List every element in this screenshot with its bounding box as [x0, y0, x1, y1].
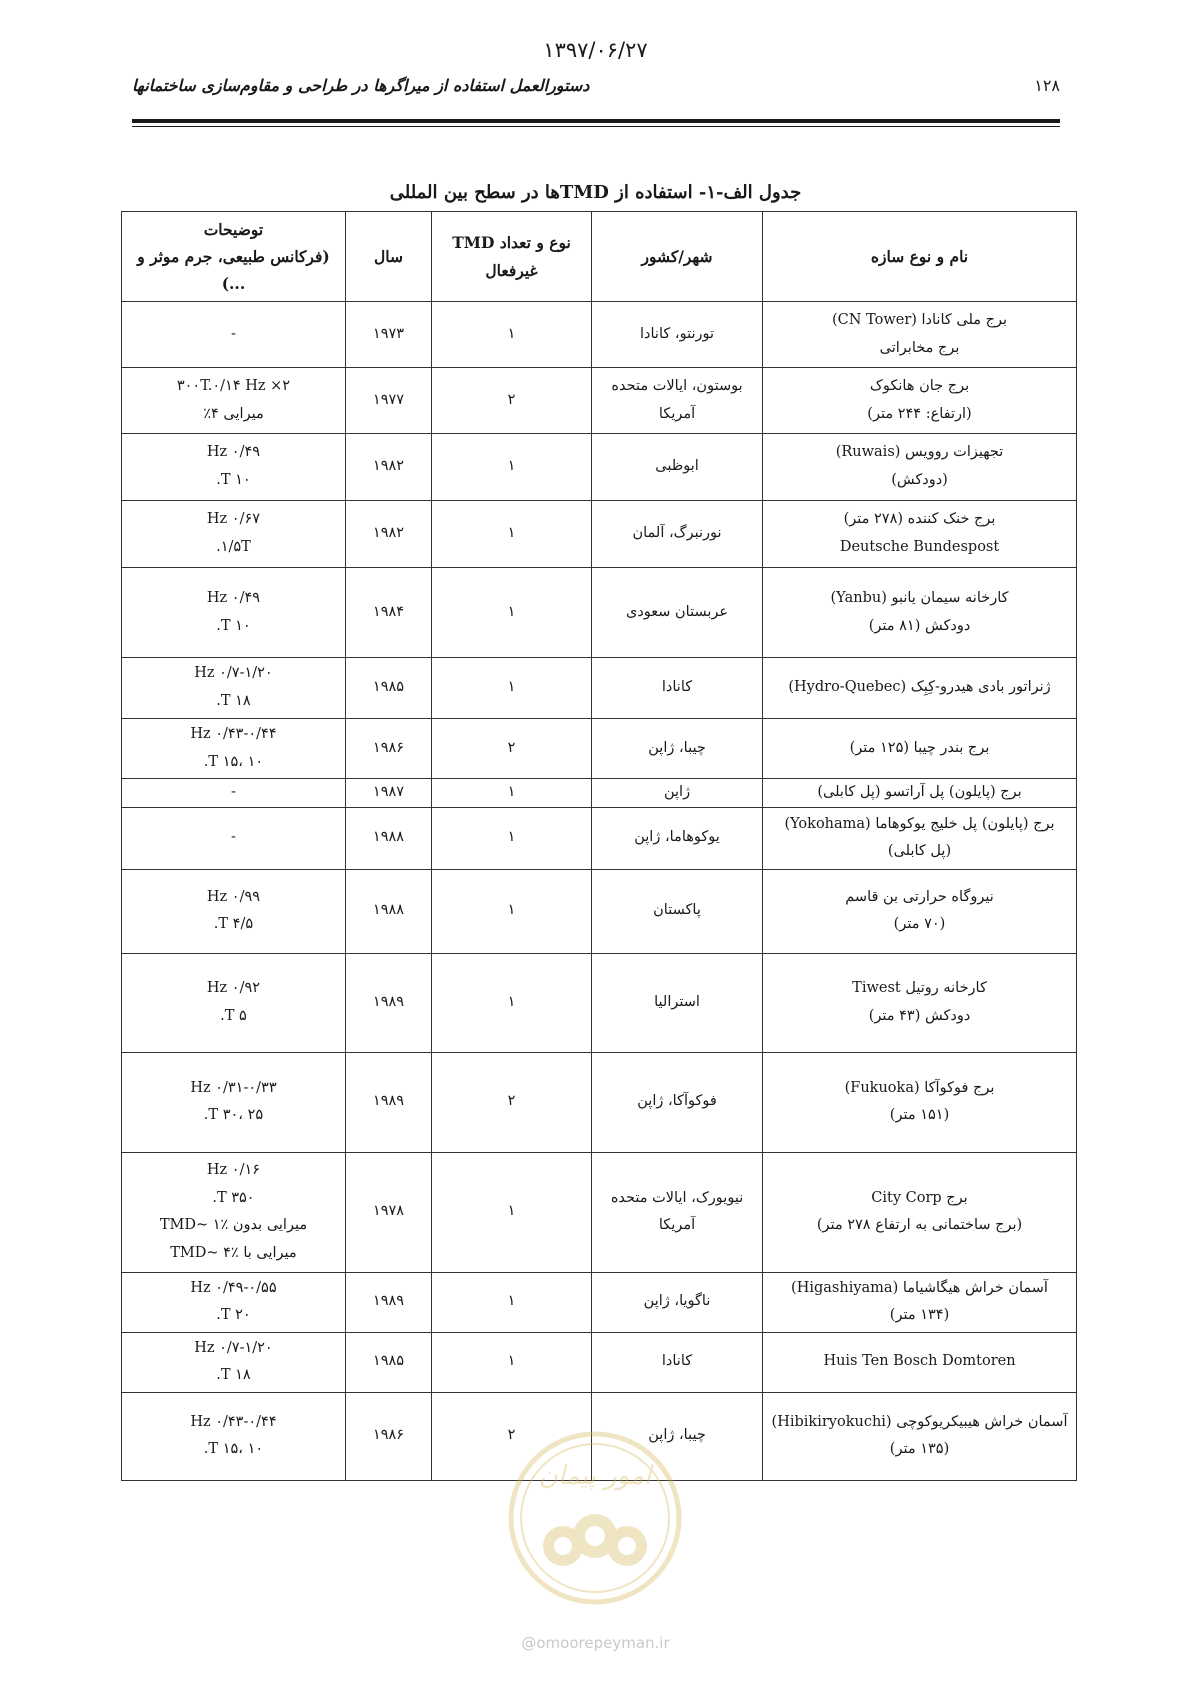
cell-line: برج جان هانکوک	[869, 377, 970, 394]
cell-notes	[122, 302, 346, 368]
cell-type: ۲	[432, 368, 592, 434]
cell-line: ۱۰ ،۱۵ T.	[203, 1441, 264, 1458]
watermark-logo-text: امور پیمان	[538, 1461, 652, 1491]
cell-year: ۱۹۷۷	[345, 368, 431, 434]
cell-line: (۱۵۱ متر)	[889, 1107, 950, 1124]
cell-line: (برج ساختمانی به ارتفاع ۲۷۸ متر)	[816, 1217, 1023, 1234]
cell-line: ۱۰ T.	[216, 617, 251, 634]
table-row	[122, 1332, 1077, 1392]
cell-notes	[122, 658, 346, 719]
header-notes-line: ...)	[221, 274, 246, 294]
cell-line: برج خنک کننده (۲۷۸ متر)	[843, 511, 996, 528]
cell-line: (ارتفاع: ۲۴۴ متر)	[867, 405, 972, 422]
cell-line: (دودکش)	[891, 472, 948, 488]
cell-line: استرالیا	[654, 993, 700, 1010]
cell-city	[592, 1392, 763, 1480]
cell-type: ۱	[432, 434, 592, 501]
cell-name	[763, 869, 1077, 953]
cell-type: ۱	[432, 1152, 592, 1272]
cell-type: ۲	[432, 1392, 592, 1480]
table-row	[122, 869, 1077, 953]
header-rule-thick	[132, 119, 1060, 123]
cell-line: فوکوآکا، ژاپن	[637, 1093, 717, 1110]
cell-line: برج مخابراتی	[879, 339, 960, 356]
header-notes-line: توضیحات	[203, 219, 264, 239]
watermark-url: @omoorepeyman.ir	[521, 1634, 670, 1652]
cell-year: ۱۹۸۲	[345, 434, 431, 501]
cell-type: ۱	[432, 658, 592, 719]
cell-name	[763, 719, 1077, 779]
cell-notes	[122, 869, 346, 953]
table-header-row	[122, 212, 1077, 302]
cell-type: ۱	[432, 1332, 592, 1392]
cell-line: ۴/۵ T.	[213, 916, 254, 933]
cell-notes	[122, 953, 346, 1052]
cell-notes	[122, 1052, 346, 1152]
cell-line: ابوظبی	[655, 458, 699, 475]
table-row	[122, 1152, 1077, 1272]
cell-year: ۱۹۸۹	[345, 1052, 431, 1152]
cell-line: پاکستان	[653, 902, 701, 919]
cell-line: ۰/۴۹ Hz	[206, 589, 261, 606]
cell-line: دودکش (۴۳ متر)	[868, 1007, 971, 1024]
cell-city	[592, 501, 763, 568]
cell-notes	[122, 1152, 346, 1272]
cell-city	[592, 658, 763, 719]
cell-year: ۱۹۸۵	[345, 658, 431, 719]
cell-line: ۰/۶۷ Hz	[206, 511, 261, 528]
cell-year: ۱۹۸۶	[345, 719, 431, 779]
cell-year: ۱۹۸۵	[345, 1332, 431, 1392]
cell-year: ۱۹۸۴	[345, 568, 431, 658]
header-city: شهر/کشور	[592, 212, 763, 302]
cell-line: ۰/۴۹ Hz	[206, 444, 261, 461]
cell-line: -	[231, 325, 236, 342]
cell-line: کارخانه روتیل Tiwest	[852, 980, 987, 996]
cell-line: (۱۳۴ متر)	[889, 1307, 950, 1324]
cell-line: ۰/۳۱-۰/۳۳ Hz	[190, 1079, 277, 1096]
cell-year: ۱۹۷۳	[345, 302, 431, 368]
cell-type: ۱	[432, 869, 592, 953]
cell-notes	[122, 807, 346, 869]
cell-name	[763, 1272, 1077, 1332]
header-notes	[122, 212, 346, 302]
cell-line: برج City Corp	[871, 1189, 968, 1206]
table-row	[122, 807, 1077, 869]
cell-type: ۲	[432, 719, 592, 779]
cell-line: نیویورک، ایالات متحده	[610, 1189, 744, 1206]
cell-name	[763, 1392, 1077, 1480]
cell-type: ۱	[432, 953, 592, 1052]
cell-year: ۱۹۷۸	[345, 1152, 431, 1272]
header-type-line: نوع و تعداد TMD	[452, 233, 571, 253]
cell-line: برج بندر چیبا (۱۲۵ متر)	[849, 739, 990, 756]
cell-line: ناگویا، ژاپن	[643, 1293, 711, 1310]
cell-line: -	[231, 829, 236, 846]
header-rule-thin	[132, 126, 1060, 127]
cell-year: ۱۹۸۸	[345, 869, 431, 953]
cell-line: Huis Ten Bosch Domtoren	[823, 1353, 1016, 1370]
cell-year: ۱۹۸۹	[345, 1272, 431, 1332]
cell-line: ۱۰ T.	[216, 472, 251, 488]
cell-notes	[122, 1332, 346, 1392]
table-body	[122, 302, 1077, 1481]
cell-line: کانادا	[661, 1353, 693, 1370]
cell-name	[763, 302, 1077, 368]
cell-line: -	[231, 784, 236, 800]
cell-notes	[122, 501, 346, 568]
cell-line: Deutsche Bundespost	[839, 539, 1000, 555]
cell-notes	[122, 434, 346, 501]
cell-type: ۱	[432, 779, 592, 808]
cell-line: ۳۵۰ T.	[212, 1189, 255, 1206]
cell-city	[592, 568, 763, 658]
table-row	[122, 302, 1077, 368]
table-row	[122, 953, 1077, 1052]
table-row	[122, 568, 1077, 658]
table-row	[122, 368, 1077, 434]
cell-line: (پل کابلی)	[887, 843, 952, 860]
cell-city	[592, 1272, 763, 1332]
cell-line: عربستان سعودی	[625, 603, 729, 620]
cell-line: (۷۰ متر)	[893, 916, 946, 933]
cell-line: آمریکا	[658, 405, 696, 422]
cell-line: ۱۸ T.	[216, 1367, 251, 1384]
cell-line: ۱۸ T.	[216, 693, 251, 709]
cell-line: ۰/۷-۱/۲۰ Hz	[194, 665, 273, 682]
cell-line: ۱۰ ،۱۵ T.	[203, 753, 264, 770]
cell-name	[763, 953, 1077, 1052]
cell-type: ۲	[432, 1052, 592, 1152]
table-row	[122, 501, 1077, 568]
cell-line: آمریکا	[658, 1217, 696, 1234]
cell-line: ۰/۹۹ Hz	[206, 888, 261, 905]
cell-type: ۱	[432, 302, 592, 368]
cell-name	[763, 568, 1077, 658]
table-row	[122, 1392, 1077, 1480]
cell-name	[763, 501, 1077, 568]
date-stamp: ۱۳۹۷/۰۶/۲۷	[543, 38, 648, 62]
page-number: ۱۲۸	[1034, 76, 1060, 95]
cell-year: ۱۹۸۷	[345, 779, 431, 808]
cell-type: ۱	[432, 568, 592, 658]
cell-line: ۰/۴۹-۰/۵۵ Hz	[190, 1279, 277, 1296]
cell-line: (۱۳۵ متر)	[889, 1441, 950, 1458]
cell-year: ۱۹۸۲	[345, 501, 431, 568]
cell-line: میرایی با TMD~ ۴٪	[170, 1244, 297, 1261]
cell-line: چیبا، ژاپن	[648, 1427, 706, 1444]
cell-name	[763, 1052, 1077, 1152]
cell-type: ۱	[432, 1272, 592, 1332]
cell-line: برج فوکوآکا (Fukuoka)	[844, 1079, 995, 1096]
header-type	[432, 212, 592, 302]
cell-city	[592, 779, 763, 808]
cell-notes	[122, 1392, 346, 1480]
cell-name	[763, 368, 1077, 434]
table-row	[122, 719, 1077, 779]
cell-line: آسمان خراش هیگاشیاما (Higashiyama)	[791, 1279, 1048, 1296]
cell-type: ۱	[432, 501, 592, 568]
cell-name	[763, 434, 1077, 501]
cell-type: ۱	[432, 807, 592, 869]
cell-line: ۰/۴۳-۰/۴۴ Hz	[190, 725, 277, 742]
cell-line: برج ملی کانادا (CN Tower)	[831, 311, 1008, 328]
cell-city	[592, 807, 763, 869]
cell-line: ۲× ۳۰۰T.۰/۱۴ Hz	[176, 377, 291, 394]
table-row	[122, 779, 1077, 808]
cell-line: ۰/۴۳-۰/۴۴ Hz	[190, 1413, 277, 1430]
table-row	[122, 658, 1077, 719]
table-row	[122, 1052, 1077, 1152]
cell-city	[592, 953, 763, 1052]
cell-city	[592, 302, 763, 368]
header-notes-line: (فرکانس طبیعی، جرم موثر و	[137, 246, 330, 266]
cell-city	[592, 368, 763, 434]
cell-line: دودکش (۸۱ متر)	[868, 617, 971, 634]
cell-line: ۰/۷-۱/۲۰ Hz	[194, 1339, 273, 1356]
cell-name	[763, 1332, 1077, 1392]
cell-line: کانادا	[661, 679, 693, 696]
cell-city	[592, 1332, 763, 1392]
cell-name	[763, 658, 1077, 719]
cell-city	[592, 1052, 763, 1152]
tmd-table	[121, 211, 1077, 1481]
cell-line: ۲۵ ،۳۰ T.	[203, 1107, 264, 1124]
cell-line: تورنتو، کانادا	[640, 325, 715, 342]
cell-line: نیروگاه حرارتی بن قاسم	[845, 888, 994, 905]
cell-city	[592, 1152, 763, 1272]
cell-notes	[122, 1272, 346, 1332]
header-year: سال	[345, 212, 431, 302]
cell-line: برج (پایلون) پل آراتسو (پل کابلی)	[817, 784, 1022, 800]
cell-line: چیبا، ژاپن	[648, 739, 706, 756]
cell-line: ۲۰ T.	[216, 1307, 251, 1324]
cell-line: ۵ T.	[220, 1007, 247, 1024]
cell-notes	[122, 568, 346, 658]
cell-line: ۱/۵T.	[216, 539, 251, 555]
cell-line: نورنبرگ، آلمان	[632, 525, 722, 542]
cell-line: تجهیزات روویس (Ruwais)	[835, 444, 1004, 461]
cell-line: ۰/۹۲ Hz	[206, 980, 261, 996]
cell-city	[592, 719, 763, 779]
page-header	[132, 74, 1060, 100]
table-caption: جدول الف-۱- استفاده از TMDها در سطح بین المللی	[389, 182, 802, 203]
cell-line: ۰/۱۶ Hz	[206, 1161, 261, 1178]
cell-name	[763, 779, 1077, 808]
cell-notes	[122, 368, 346, 434]
cell-line: کارخانه سیمان یانبو (Yanbu)	[830, 589, 1009, 606]
cell-line: یوکوهاما، ژاپن	[634, 829, 720, 846]
cell-line: آسمان خراش هیبیکریوکوچی (Hibikiryokuchi)	[771, 1413, 1068, 1430]
cell-line: برج (پایلون) پل خلیج یوکوهاما (Yokohama)	[784, 815, 1055, 832]
cell-line: ژاپن	[663, 784, 691, 800]
cell-name	[763, 807, 1077, 869]
table-row	[122, 1272, 1077, 1332]
document-title: دستورالعمل استفاده از میراگرها در طراحی و مقاوم‌سازی ساختمانها	[132, 76, 590, 95]
cell-city	[592, 869, 763, 953]
cell-notes	[122, 779, 346, 808]
cell-year: ۱۹۸۶	[345, 1392, 431, 1480]
cell-line: میرایی ۴٪	[203, 405, 264, 422]
cell-year: ۱۹۸۹	[345, 953, 431, 1052]
cell-line: میرایی بدون TMD~ ۱٪	[159, 1217, 308, 1234]
cell-notes	[122, 719, 346, 779]
cell-year: ۱۹۸۸	[345, 807, 431, 869]
cell-line: بوستون، ایالات متحده	[611, 377, 743, 394]
table-row	[122, 434, 1077, 501]
header-type-line: غیرفعال	[485, 260, 538, 280]
cell-city	[592, 434, 763, 501]
cell-line: ژنراتور بادی هیدرو-کِبِک (Hydro-Quebec)	[788, 679, 1051, 696]
header-name: نام و نوع سازه	[763, 212, 1077, 302]
cell-name	[763, 1152, 1077, 1272]
